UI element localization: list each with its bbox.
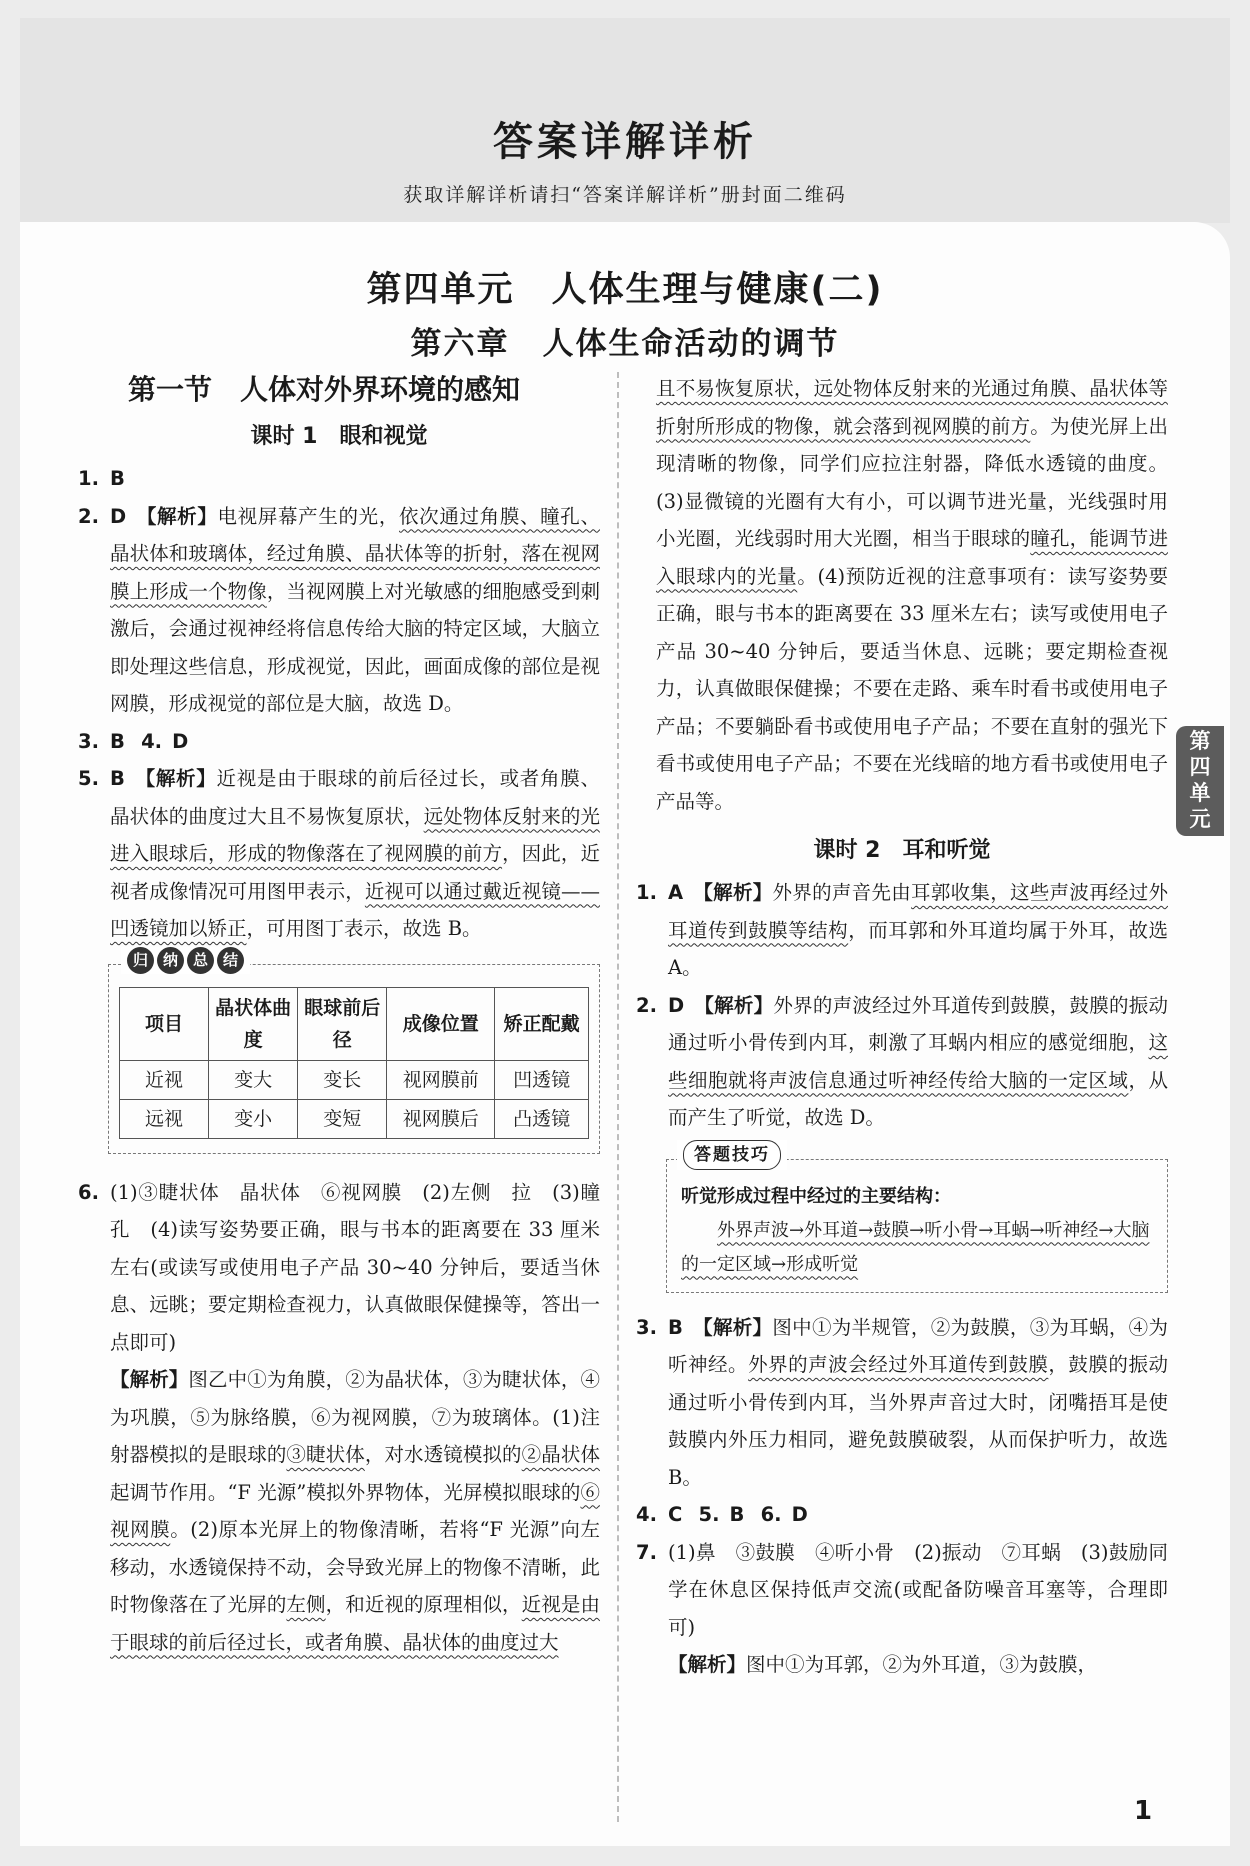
answer-choice: B	[668, 1315, 683, 1339]
answer-choice: D	[110, 504, 127, 528]
table-cell: 变大	[209, 1060, 298, 1099]
key-point: ②晶状体	[521, 1443, 600, 1466]
key-point: 近视是由于眼球的前后径过长，或者角膜、晶状体的曲度过大	[110, 1593, 600, 1654]
answer-choice: B	[729, 1503, 745, 1526]
table-cell: 视网膜前	[387, 1060, 495, 1099]
analysis-text: 。(2)原本光屏上的物像清晰，若将“F 光源”向左移动，水透镜保持不动，会导致光屏上的物像不清晰，此时物像落在了光屏的	[110, 1518, 600, 1616]
analysis-text: ，当视网膜上对光敏感的细胞感受到刺激后，会通过视神经将信息传给大脑的特定区域，大脑立即处理这些信息，形成视觉，因此，画面成像的部位是视网膜，形成视觉的部位是大脑，故选 D。	[110, 579, 600, 715]
summary-tag-char: 结	[217, 947, 244, 974]
analysis-label: 【解析】	[668, 1653, 747, 1676]
analysis-text: ，鼓膜的振动通过听小骨传到内耳，当外界声音过大时，闭嘴捂耳是使鼓膜内外压力相同，避免鼓膜破裂，从而保护听力，故选 B。	[668, 1353, 1168, 1489]
table-header-row	[120, 987, 589, 1060]
tip-tag	[677, 1140, 787, 1170]
table-header: 晶状体曲度	[209, 987, 298, 1060]
tip-flow: 外界声波→外耳道→鼓膜→听小骨→耳蜗→听神经→大脑的一定区域→形成听觉	[681, 1219, 1150, 1275]
analysis-label: 【解析】	[110, 1368, 189, 1391]
summary-tag-char: 归	[127, 947, 154, 974]
key-point: 近视可以通过戴近视镜——凹透镜加以矫正	[110, 879, 600, 940]
ear-answer-1	[636, 874, 1168, 987]
analysis-text: 图中①为半规管，②为鼓膜，③为耳蜗，④为听神经。	[668, 1315, 1168, 1376]
section-title: 第一节 人体对外界环境的感知	[128, 373, 521, 406]
analysis-text: ，从而产生了听觉，故选 D。	[668, 1068, 1168, 1129]
answer-choice: B	[110, 467, 125, 490]
table-header: 项目	[120, 987, 209, 1060]
table-cell: 变小	[209, 1099, 298, 1138]
header-title: 答案详解详析	[493, 119, 757, 165]
answer-6	[78, 1174, 600, 1662]
table-cell: 视网膜后	[387, 1099, 495, 1138]
tip-body	[681, 1214, 1153, 1282]
question-number: 4.	[141, 729, 163, 753]
table-cell: 远视	[120, 1099, 209, 1138]
analysis-text: ，对水透镜模拟的	[364, 1443, 522, 1466]
question-number: 5.	[78, 767, 99, 790]
answer-text: (1)③睫状体 晶状体 ⑥视网膜 (2)左侧 拉 (3)瞳孔 (4)读写姿势要正确，眼与书本的距离要在 33 厘米左右(或读写或使用电子产品 30~40 分钟后，要适当休息、远眺；要定期检查视力，认真做眼保健操等，答出一点即可)	[110, 1180, 600, 1354]
analysis-text: ，而耳郭和外耳道均属于外耳，故选 A。	[668, 918, 1168, 979]
answer-2	[78, 498, 600, 723]
key-point: 这些细胞就将声波信息通过听神经传给大脑的一定区域	[668, 1031, 1168, 1092]
summary-table	[119, 987, 589, 1139]
analysis-label: 【解析】	[136, 504, 218, 528]
answer-6-continued	[636, 370, 1168, 820]
answer-choice: A	[668, 881, 684, 904]
question-number: 6.	[78, 1180, 99, 1204]
question-number: 7.	[636, 1540, 657, 1564]
analysis-text: ，和近视的原理相似，	[325, 1593, 522, 1616]
side-tab-label: 第四单元	[1189, 729, 1211, 831]
table-row	[120, 1060, 589, 1099]
question-number: 2.	[636, 993, 657, 1017]
analysis-text: 起调节作用。“F 光源”模拟外界物体，光屏模拟眼球的	[110, 1480, 581, 1504]
key-point: 左侧	[286, 1593, 326, 1616]
table-header: 眼球前后径	[298, 987, 387, 1060]
key-point: 且不易恢复原状，远处物体反射来的光通过角膜、晶状体等折射所形成的物像，就会落到视网膜的前方	[656, 377, 1168, 438]
answer-choice: D	[172, 729, 189, 753]
question-number: 2.	[78, 504, 99, 528]
ear-answer-2	[636, 987, 1168, 1137]
summary-tag-char: 纳	[157, 947, 184, 974]
analysis-text: 图乙中①为角膜，②为晶状体，③为睫状体，④为巩膜，⑤为脉络膜，⑥为视网膜，⑦为玻璃体。(1)注射器模拟的是眼球的	[110, 1368, 600, 1466]
analysis-label: 【解析】	[693, 881, 773, 904]
analysis-text: 外界的声波经过外耳道传到鼓膜，鼓膜的振动通过听小骨传到内耳，刺激了耳蜗内相应的感觉细胞，	[668, 993, 1168, 1054]
summary-tag	[121, 947, 250, 974]
page-number: 1	[1134, 1796, 1153, 1826]
analysis-label: 【解析】	[134, 767, 217, 790]
answer-text: (1)鼻 ③鼓膜 ④听小骨 (2)振动 ⑦耳蜗 (3)鼓励同学在休息区保持低声交流(或配备防噪音耳塞等，合理即可)	[668, 1540, 1168, 1639]
answer-5	[78, 760, 600, 948]
question-number: 3.	[78, 729, 99, 753]
question-number: 3.	[636, 1315, 657, 1339]
analysis-text: ，因此，近视者成像情况可用图甲表示，	[110, 842, 600, 903]
analysis-text: 外界的声音先由	[772, 881, 912, 904]
header-banner	[20, 18, 1230, 223]
answer-1	[78, 460, 600, 498]
table-header: 成像位置	[387, 987, 495, 1060]
ear-answer-3	[636, 1309, 1168, 1497]
key-point: 外界的声波会经过外耳道传到鼓膜	[748, 1353, 1049, 1376]
analysis-text: 近视是由于眼球的前后径过长，或者角膜、晶状体的曲度过大且不易恢复原状，	[110, 767, 600, 828]
key-point: 依次通过角膜、瞳孔、晶状体和玻璃体，经过角膜、晶状体等的折射，落在视网膜上形成一个物像	[110, 504, 600, 603]
summary-box	[108, 950, 600, 1154]
question-number: 1.	[636, 881, 657, 904]
ear-answer-4-6	[636, 1496, 1168, 1534]
tip-box	[666, 1144, 1168, 1293]
question-number: 4.	[636, 1503, 657, 1526]
table-cell: 变长	[298, 1060, 387, 1099]
key-point: ③睫状体	[286, 1443, 365, 1466]
key-point: ⑥视网膜	[110, 1480, 600, 1541]
lesson1-title: 课时 1 眼和视觉	[250, 424, 428, 449]
key-point: 远处物体反射来的光进入眼球后，形成的物像落在了视网膜的前方	[110, 804, 600, 865]
table-cell: 变短	[298, 1099, 387, 1138]
answer-3-4	[78, 723, 600, 761]
analysis-text: 图中①为耳郭，②为外耳道，③为鼓膜，	[746, 1653, 1098, 1676]
analysis-text: 电视屏幕产生的光，	[217, 504, 399, 528]
lesson2-title: 课时 2 耳和听觉	[813, 838, 991, 863]
table-row	[120, 1099, 589, 1138]
question-number: 1.	[78, 467, 99, 490]
analysis-label: 【解析】	[692, 1315, 773, 1339]
answer-choice: B	[110, 729, 125, 753]
summary-tag-char: 总	[187, 947, 214, 974]
table-cell: 凸透镜	[495, 1099, 589, 1138]
analysis-text: 。(4)预防近视的注意事项有：读写姿势要正确，眼与书本的距离要在 33 厘米左右；读写或使用电子产品 30~40 分钟后，要适当休息、远眺；要定期检查视力，认真做眼保健操；不要在走路、乘车时看书或使用电子产品；不要躺卧看书或使用电子产品；不要在直射的强光下看书或使用电子产品；不要在光线暗的地方看书或使用电子产品等。	[656, 564, 1168, 813]
table-cell: 近视	[120, 1060, 209, 1099]
tip-heading: 听觉形成过程中经过的主要结构：	[681, 1185, 951, 1207]
unit-title: 第四单元 人体生理与健康(二)	[366, 270, 884, 310]
tip-tag-label: 答题技巧	[683, 1140, 781, 1170]
chapter-title: 第六章 人体生命活动的调节	[410, 326, 840, 362]
ear-answer-7	[636, 1534, 1168, 1684]
question-number: 5.	[698, 1503, 720, 1526]
answer-choice: D	[668, 993, 685, 1017]
analysis-text: 。为使光屏上出现清晰的物像，同学们应拉注射器，降低水透镜的曲度。(3)显微镜的光圈有大有小，可以调节进光量，光线强时用小光圈，光线弱时用大光圈，相当于眼球的	[656, 414, 1168, 550]
right-column	[636, 370, 1168, 1684]
header-subtitle: 获取详解详析请扫“答案详解详析”册封面二维码	[403, 184, 847, 206]
answer-choice: C	[668, 1503, 683, 1526]
question-number: 6.	[760, 1503, 782, 1526]
analysis-text: ，可用图丁表示，故选 B。	[246, 917, 482, 940]
key-point: 耳郭收集，这些声波再经过外耳道传到鼓膜等结构	[668, 881, 1168, 942]
answer-choice: B	[110, 767, 125, 790]
unit-side-tab	[1176, 726, 1224, 836]
answer-choice: D	[791, 1503, 808, 1526]
analysis-label: 【解析】	[694, 993, 774, 1017]
table-cell: 凹透镜	[495, 1060, 589, 1099]
key-point: 瞳孔，能调节进入眼球内的光量	[656, 527, 1168, 588]
left-column	[78, 370, 600, 1661]
column-divider	[617, 372, 619, 1822]
table-header: 矫正配戴	[495, 987, 589, 1060]
